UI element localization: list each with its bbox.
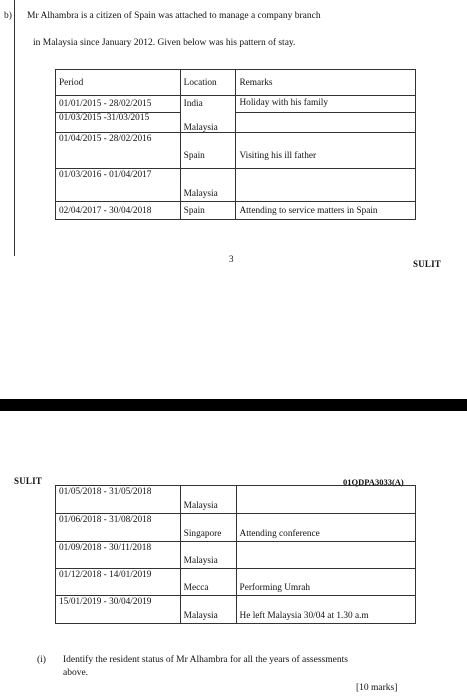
location-cell: Spain xyxy=(180,202,236,220)
remarks-cell xyxy=(236,169,416,202)
intro-line-1: Mr Alhambra is a citizen of Spain was attached to manage a company branch xyxy=(27,11,321,21)
header-location: Location xyxy=(180,70,236,96)
location-cell xyxy=(180,96,236,133)
table-row xyxy=(56,486,416,514)
period-cell: 01/06/2018 - 31/08/2018 xyxy=(56,514,181,542)
table-row xyxy=(56,596,416,624)
location-cell: Mecca xyxy=(180,569,236,596)
table-row xyxy=(56,542,416,569)
stay-table-2 xyxy=(55,485,416,624)
remarks-cell: Attending conference xyxy=(236,514,415,542)
period-cell: 15/01/2019 - 30/04/2019 xyxy=(56,596,181,624)
page-number: 3 xyxy=(229,254,234,264)
remarks-cell xyxy=(236,486,415,514)
left-margin-line xyxy=(14,0,15,256)
table-row xyxy=(56,96,416,133)
remarks-cell: Attending to service matters in Spain xyxy=(236,202,416,220)
remarks-cell xyxy=(236,96,416,133)
question-line-2: above. xyxy=(63,668,89,678)
header-period: Period xyxy=(56,70,181,96)
location-cell: Malaysia xyxy=(180,542,236,569)
table-row xyxy=(56,169,416,202)
sulit-footer: SULIT xyxy=(413,259,442,269)
page-divider xyxy=(0,399,467,411)
remarks-text: Holiday with his family xyxy=(239,98,329,108)
header-remarks: Remarks xyxy=(236,70,416,96)
table-row xyxy=(56,514,416,542)
period-cell: 01/04/2015 - 28/02/2016 xyxy=(56,133,181,169)
table-row xyxy=(56,202,416,220)
question-line-1: Identify the resident status of Mr Alhambra for all the years of assessments xyxy=(63,655,348,665)
document-code: 01QDPA3033(A) xyxy=(343,477,404,487)
table-row xyxy=(56,133,416,169)
remarks-text xyxy=(236,112,415,132)
remarks-cell: Performing Umrah xyxy=(236,569,415,596)
remarks-cell: He left Malaysia 30/04 at 1.30 a.m xyxy=(236,596,415,624)
question-label-i: (i) xyxy=(37,655,46,665)
location-text: Malaysia xyxy=(183,123,218,133)
period-cell: 02/04/2017 - 30/04/2018 xyxy=(56,202,181,220)
remarks-cell xyxy=(236,542,415,569)
location-text: India xyxy=(183,99,203,109)
period-cell: 01/12/2018 - 14/01/2019 xyxy=(56,569,181,596)
location-cell: Spain xyxy=(180,133,236,169)
stay-table-1 xyxy=(55,69,416,220)
period-text: 01/01/2015 - 28/02/2015 xyxy=(59,99,152,109)
remarks-cell: Visiting his ill father xyxy=(236,133,416,169)
question-label-b: b) xyxy=(4,11,12,21)
period-text: 01/03/2015 -31/03/2015 xyxy=(56,112,180,132)
marks-label: [10 marks] xyxy=(356,683,398,693)
location-cell: Malaysia xyxy=(180,169,236,202)
period-cell: 01/05/2018 - 31/05/2018 xyxy=(56,486,181,514)
table-row xyxy=(56,569,416,596)
intro-line-2: in Malaysia since January 2012. Given below was his pattern of stay. xyxy=(33,38,296,48)
sulit-header: SULIT xyxy=(14,476,43,486)
location-cell: Malaysia xyxy=(180,486,236,514)
period-cell: 01/09/2018 - 30/11/2018 xyxy=(56,542,181,569)
period-cell: 01/03/2016 - 01/04/2017 xyxy=(56,169,181,202)
location-cell: Malaysia xyxy=(180,596,236,624)
table-header-row xyxy=(56,70,416,96)
period-cell xyxy=(56,96,181,133)
location-cell: Singapore xyxy=(180,514,236,542)
